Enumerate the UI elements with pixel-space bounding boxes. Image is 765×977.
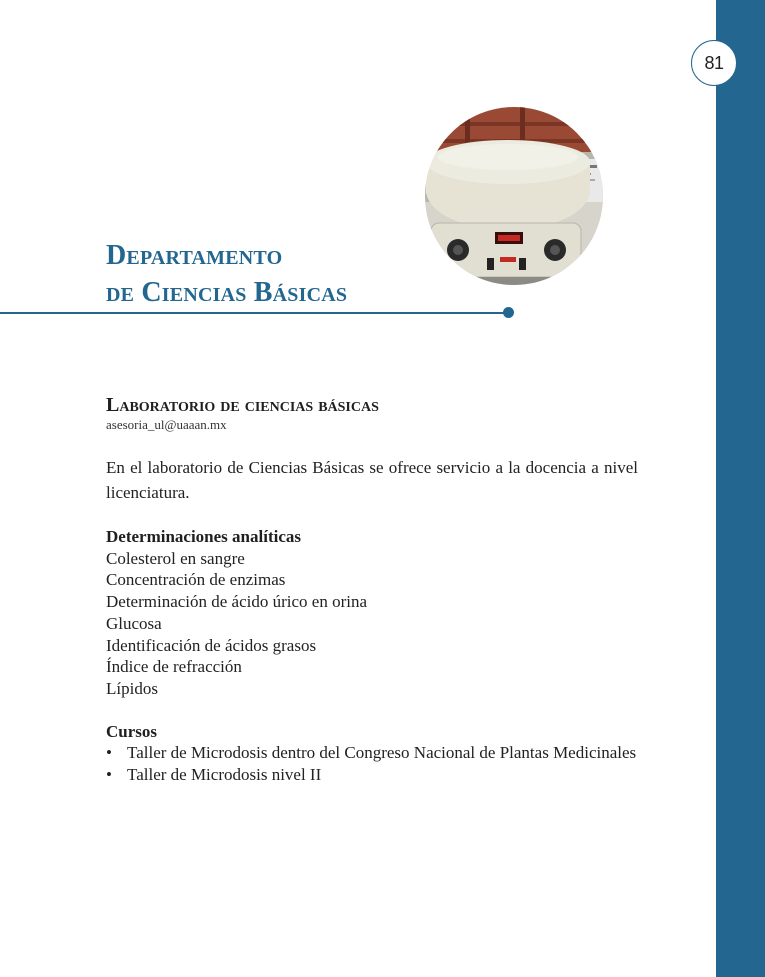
list-item: Colesterol en sangre (106, 548, 245, 568)
page-number-badge (691, 40, 737, 86)
lab-intro: En el laboratorio de Ciencias Básicas se ofrece servicio a la docencia a nivel licenciatura. (106, 458, 638, 502)
page-number: 81 (704, 52, 724, 73)
determinaciones-list (106, 548, 638, 700)
cursos-list (106, 742, 638, 785)
determinaciones-heading: Determinaciones analíticas (106, 527, 301, 546)
list-item: Índice de refracción (106, 657, 242, 677)
department-title (106, 237, 347, 311)
lab-email: asesoria_ul@uaaan.mx (106, 417, 227, 432)
department-title-line-1: Departamento (106, 240, 283, 271)
divider-dot (503, 307, 514, 318)
title-divider (0, 312, 506, 314)
centrifuge-photo (425, 107, 603, 285)
list-item: Identificación de ácidos grasos (106, 635, 317, 655)
bullet-icon: • (106, 743, 112, 763)
list-item (106, 764, 638, 786)
lab-title: Laboratorio de ciencias básicas (106, 394, 379, 416)
bullet-icon: • (106, 765, 112, 785)
department-title-line-2: de Ciencias Básicas (106, 277, 348, 308)
cursos-heading: Cursos (106, 721, 158, 741)
cursos-section (106, 721, 638, 786)
list-item (106, 742, 638, 764)
list-item: Lípidos (106, 678, 158, 698)
list-item: Concentración de enzimas (106, 570, 286, 590)
side-color-bar (716, 0, 765, 977)
list-item: Determinación de ácido úrico en orina (106, 592, 368, 612)
course-label: Taller de Microdosis dentro del Congreso Nacional de Plantas Medicinales (127, 743, 637, 763)
determinaciones-section (106, 526, 638, 700)
main-content (106, 393, 638, 786)
list-item: Glucosa (106, 613, 162, 633)
course-label: Taller de Microdosis nivel II (127, 765, 322, 785)
